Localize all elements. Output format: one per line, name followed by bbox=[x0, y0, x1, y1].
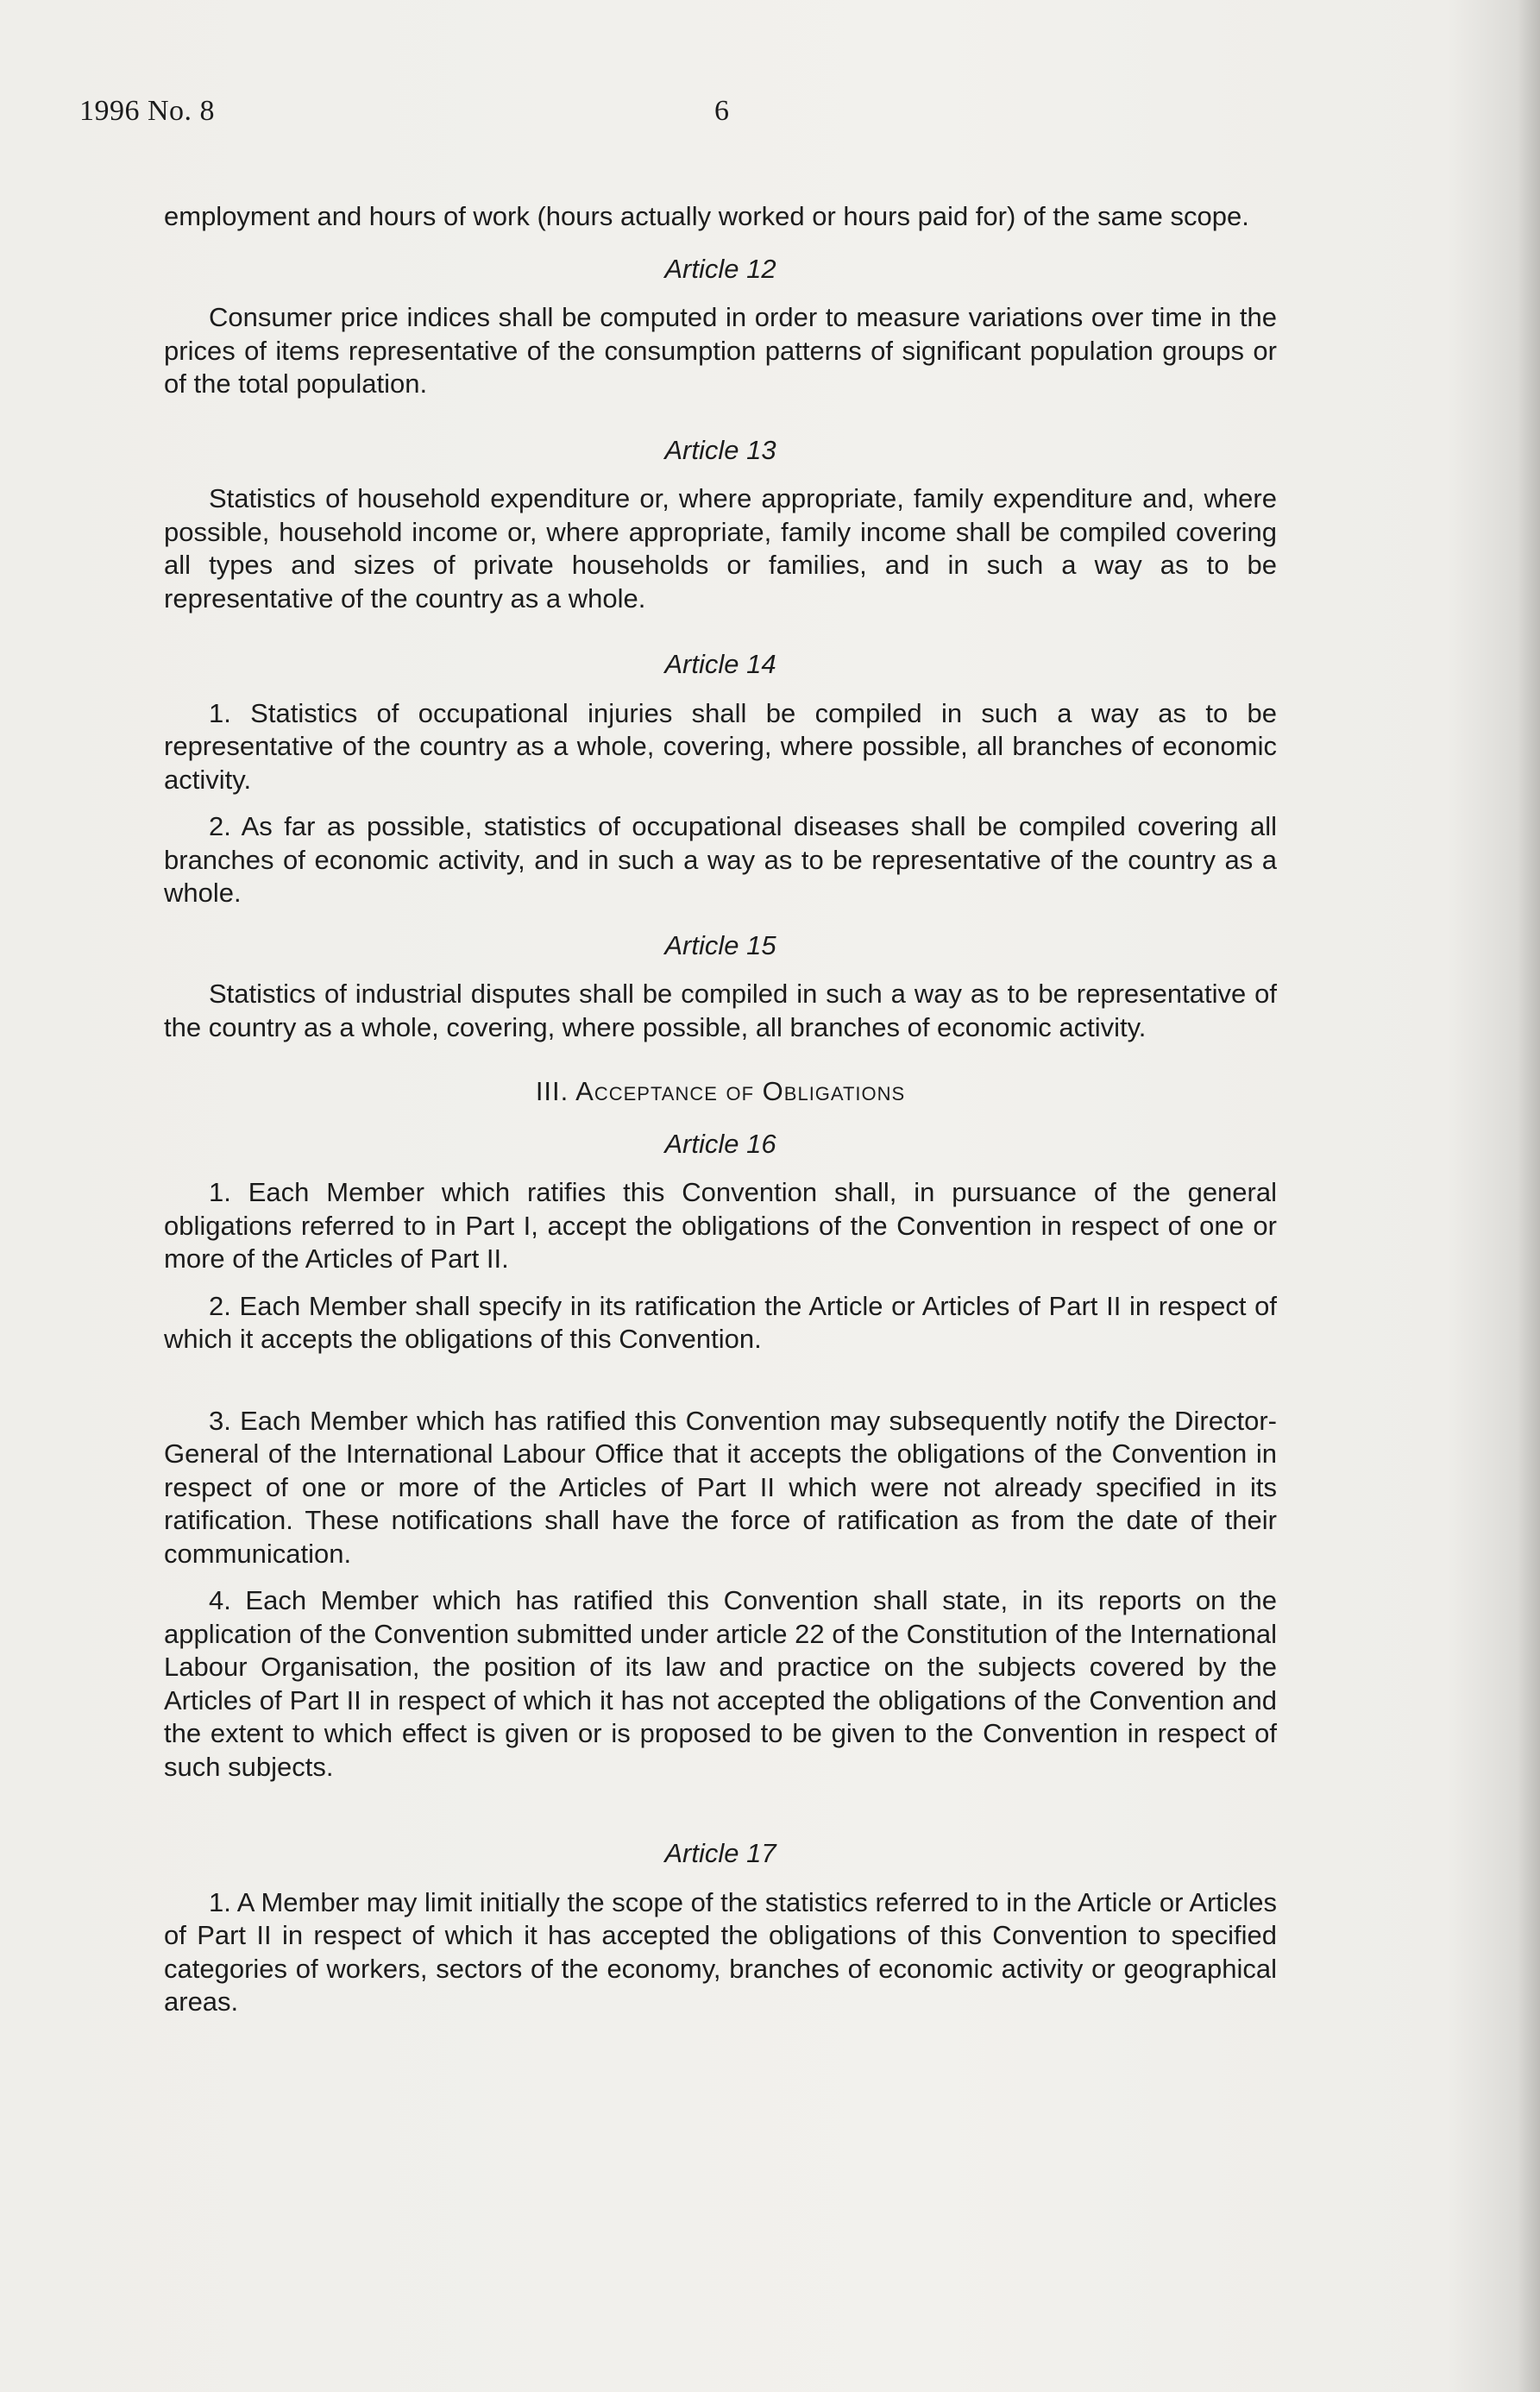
article-13-heading: Article 13 bbox=[664, 434, 776, 465]
article-16-paragraph-3: 3. Each Member which has ratified this Convention may subsequently notify the Director-General of the International Labour Office that it accepts the obligations of the Convention in respect of one or more of the Articles of Part II which were not already specified in its ratification. These notifications shall have the force of ratification as from the date of their communication. bbox=[164, 1405, 1277, 1569]
article-14-heading: Article 14 bbox=[664, 649, 776, 679]
article-17-paragraph-1: 1. A Member may limit initially the scope of the statistics referred to in the Article or Articles of Part II in respect of which it has accepted the obligations of this Convention to specified categories of workers, sectors of the economy, branches of economic activity or geographical areas. bbox=[164, 1886, 1277, 2017]
article-16-paragraph-1: 1. Each Member which ratifies this Convention shall, in pursuance of the general obligations referred to in Part I, accept the obligations of the Convention in respect of one or more of the Articles of Part II. bbox=[164, 1177, 1277, 1274]
document-body bbox=[164, 200, 1277, 2019]
article-15-heading: Article 15 bbox=[664, 929, 776, 960]
article-15-paragraph-1: Statistics of industrial disputes shall be compiled in such a way as to be representative of the country as a whole, covering, where possible, all branches of economic activity. bbox=[164, 979, 1277, 1042]
article-17-heading: Article 17 bbox=[664, 1838, 776, 1868]
article-14-paragraph-1: 1. Statistics of occupational injuries shall be compiled in such a way as to be representative of the country as a whole, covering, where possible, all branches of economic activity. bbox=[164, 697, 1277, 795]
article-12-heading: Article 12 bbox=[664, 253, 776, 284]
article-14-paragraph-2: 2. As far as possible, statistics of occupational diseases shall be compiled covering all branches of economic activity, and in such a way as to be representative of the country as a whole. bbox=[164, 811, 1277, 908]
continuation-paragraph: employment and hours of work (hours actually worked or hours paid for) of the same scope. bbox=[164, 201, 1249, 231]
article-13-paragraph-1: Statistics of household expenditure or, where appropriate, family expenditure and, where possible, household income or, where appropriate, family income shall be compiled covering all types and sizes of private households or families, and in such a way as to be representative of the country as a whole. bbox=[164, 483, 1277, 614]
page-number: 6 bbox=[714, 95, 730, 127]
page-edge-shadow bbox=[1518, 0, 1540, 2392]
article-16-paragraph-4: 4. Each Member which has ratified this Convention shall state, in its reports on the application of the Convention submitted under article 22 of the Constitution of the International Labour Organisation, the position of its law and practice on the subjects covered by the Articles of Part II in respect of which it has not accepted the obligations of the Convention and the extent to which effect is given or is proposed to be given to the Convention in respect of such subjects. bbox=[164, 1585, 1277, 1782]
article-16-heading: Article 16 bbox=[664, 1128, 776, 1159]
article-12-paragraph-1: Consumer price indices shall be computed in order to measure variations over time in the prices of items representative of the consumption patterns of significant population groups or of the total population. bbox=[164, 302, 1277, 399]
issue-reference: 1996 No. 8 bbox=[79, 95, 216, 127]
part-3-heading: III. Acceptance of Obligations bbox=[535, 1076, 906, 1106]
article-16-paragraph-2: 2. Each Member shall specify in its ratification the Article or Articles of Part II in respect of which it accepts the obligations of this Convention. bbox=[164, 1290, 1277, 1354]
